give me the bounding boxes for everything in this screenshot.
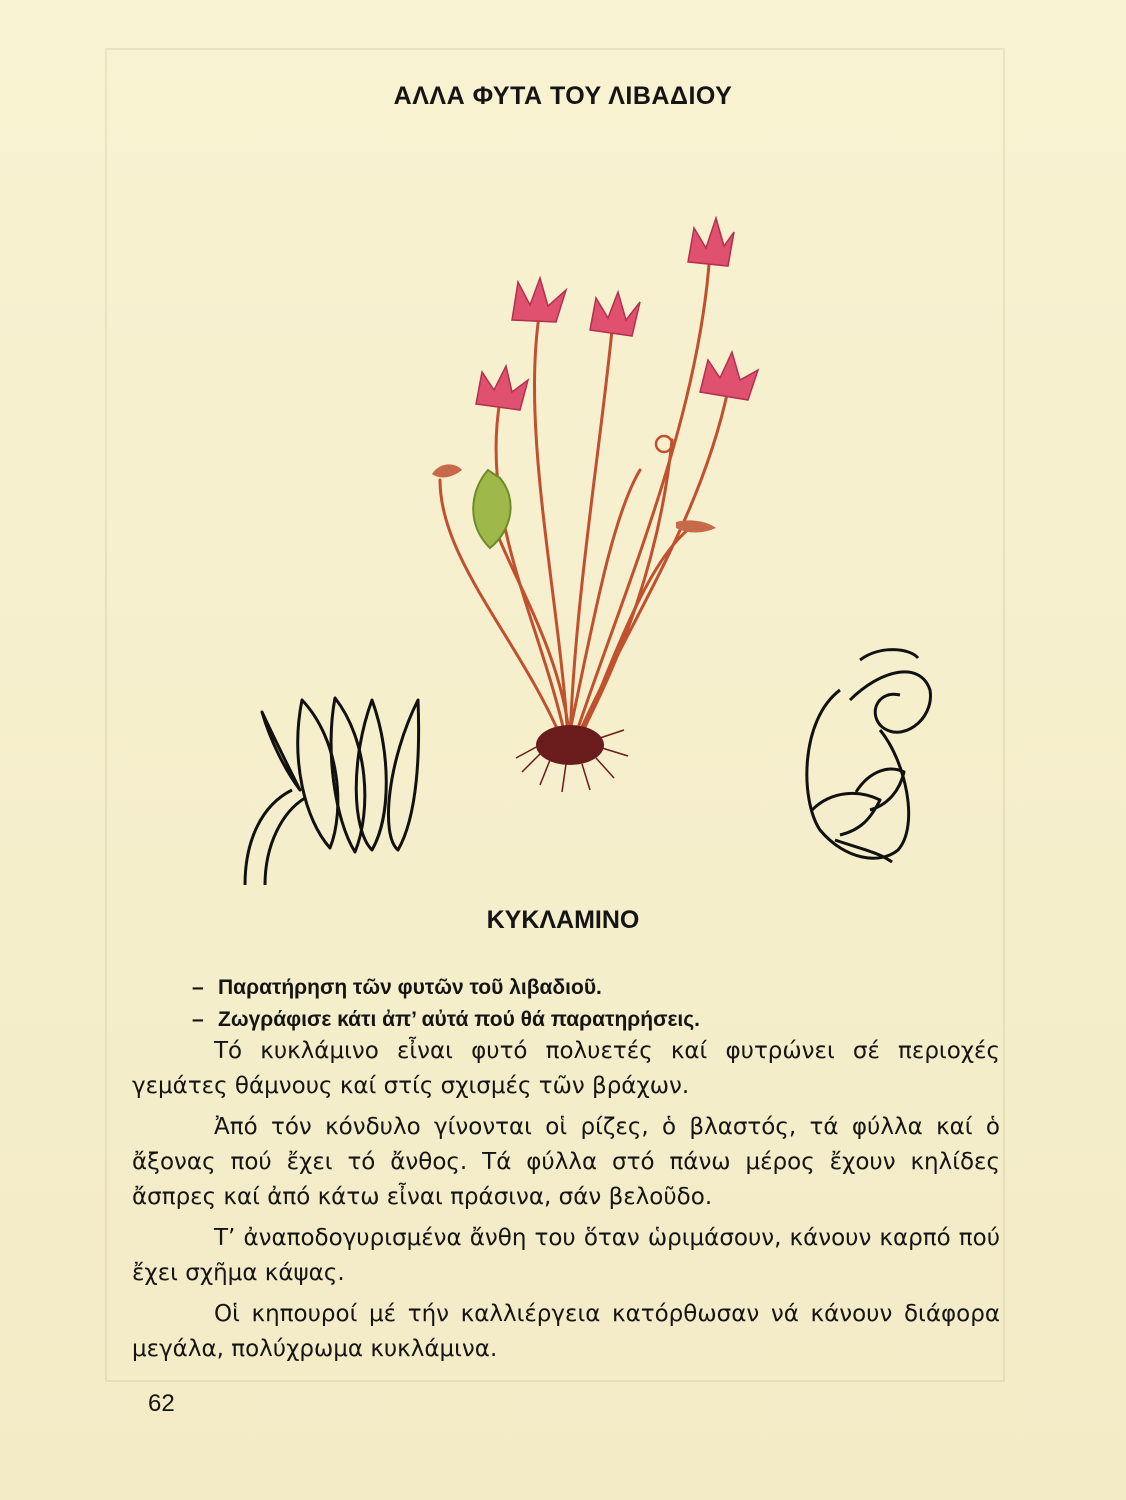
paragraph: Οἱ κηπουροί μέ τήν καλλιέργεια κατόρθωσαν νά κάνουν διάφορα μεγάλα, πολύχρωμα κυκλάμινα.: [132, 1301, 1000, 1362]
task-text: Ζωγράφισε κάτι ἀπ’ αὐτά πού θά παρατηρήσεις.: [218, 1008, 701, 1031]
task-item: [192, 972, 992, 1004]
page-number: 62: [148, 1390, 175, 1417]
body-text: [132, 1034, 1000, 1373]
cyclamen-plant-icon: [432, 218, 758, 792]
closed-flower-sketch-icon: [245, 698, 419, 885]
task-dash: –: [192, 976, 204, 999]
task-text: Παρατήρηση τῶν φυτῶν τοῦ λιβαδιοῦ.: [218, 976, 602, 999]
paragraph: Ἀπό τόν κόνδυλο γίνονται οἱ ρίζες, ὁ βλαστός, τά φύλλα καί ὁ ἄξονας πού ἔχει τό ἄνθος. Τά φύλλα στό πάνω μέρος ἔχουν κηλίδες ἄσπρες καί ἀπό κάτω εἶναι πράσινα, σάν βελοῦδο.: [132, 1114, 1000, 1210]
paragraph: Τ’ ἀναποδογυρισμένα ἄνθη του ὅταν ὡριμάσουν, κάνουν καρπό πού ἔχει σχῆμα κάψας.: [132, 1225, 1000, 1286]
task-dash: –: [192, 1008, 204, 1031]
paragraph: Τό κυκλάμινο εἶναι φυτό πολυετές καί φυτρώνει σέ περιοχές γεμάτες θάμνους καί στίς σχισμές τῶν βράχων.: [132, 1038, 1000, 1099]
plant-name: ΚΥΚΛΑΜΙΝΟ: [486, 906, 640, 934]
fruit-capsule-sketch-icon: [807, 650, 931, 862]
task-item: [192, 1004, 992, 1036]
task-list: [192, 972, 992, 1036]
page-title: ΑΛΛΑ ΦΥΤΑ ΤΟΥ ΛΙΒΑΔΙΟΥ: [393, 82, 733, 110]
